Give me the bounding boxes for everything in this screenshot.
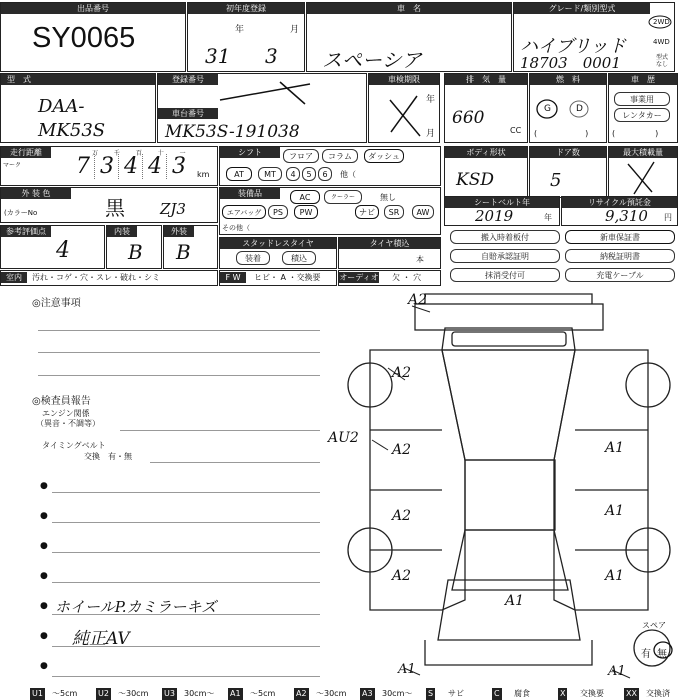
- drive-2wd-circle: [648, 14, 672, 30]
- legend-key: U1: [32, 689, 43, 698]
- doc-delivery: 搬入時着板付: [450, 230, 560, 244]
- shift-mt: MT: [258, 167, 282, 181]
- studless-yes: 装着: [236, 251, 270, 265]
- inspection-year-unit: 年: [426, 95, 436, 105]
- engine-sub: （異音・不調等）: [36, 419, 100, 428]
- recycle-value: 9,310: [605, 207, 648, 225]
- mark-front-bumper: A2: [408, 292, 428, 308]
- capacity-label: 最大積載量: [609, 147, 677, 158]
- bullet-line-1: [52, 492, 320, 493]
- legend-key: A1: [230, 689, 241, 698]
- legend-value: 交換要: [580, 689, 604, 698]
- doc-deregister: 抹消受付可: [450, 268, 560, 282]
- recycle-label: リサイクル預託金: [562, 197, 677, 208]
- interior-label: 内装: [107, 226, 137, 237]
- tire-unit: 本: [416, 255, 424, 264]
- bullet-3: ●: [40, 541, 48, 551]
- mark-rear-bumper-right: A1: [608, 664, 626, 679]
- score-value: 4: [56, 238, 70, 263]
- audio-items: 欠 ・ 穴: [392, 273, 422, 282]
- roof-bar: [425, 294, 592, 304]
- reg-year-value: 31: [205, 44, 231, 68]
- mileage-mark: マーク: [3, 162, 22, 169]
- interior-value: B: [128, 240, 143, 264]
- bullet-1: ●: [40, 481, 48, 491]
- shift-column: コラム: [322, 149, 358, 163]
- legend-key: C: [494, 689, 500, 698]
- bullet-line-6: [52, 646, 320, 647]
- history-label: 車 歴: [609, 74, 677, 85]
- mark-rear-bumper-left: A1: [398, 662, 416, 677]
- mark-right-rear: A1: [605, 568, 625, 584]
- legend-key: U2: [98, 689, 109, 698]
- regnum-strike: [210, 78, 320, 108]
- exterior-value: B: [176, 240, 191, 264]
- bullet-5: ●: [40, 601, 48, 611]
- equip-navi: ナビ: [355, 205, 379, 219]
- timing-label: タイミングベルト: [42, 441, 106, 450]
- windshield: [442, 350, 575, 460]
- chassis-label: 車台番号: [158, 108, 218, 119]
- history-business: 事業用: [614, 92, 670, 106]
- timing-line: [150, 462, 320, 463]
- car-diagram: [330, 290, 690, 685]
- fuel-d: D: [576, 104, 583, 114]
- spare-no-circle: [652, 640, 674, 660]
- bullet-line-2: [52, 522, 320, 523]
- reg-month-value: 3: [265, 44, 278, 68]
- legend-key: A3: [362, 689, 373, 698]
- recycle-unit: 円: [664, 213, 672, 222]
- drive-none: 型式 なし: [656, 54, 669, 68]
- legend-value: ～5cm: [250, 689, 276, 698]
- mark-right-door: A1: [605, 503, 625, 519]
- note-2: 純正AV: [72, 629, 130, 649]
- mark-left-door: A2: [392, 442, 412, 458]
- spare-label: スペア: [642, 621, 666, 630]
- doors-label: ドア数: [530, 147, 606, 158]
- bullet-line-7: [52, 676, 320, 677]
- regnum-label: 登録番号: [158, 74, 218, 85]
- mark-left-rear: A2: [392, 568, 412, 584]
- timing-sub: 交換 有・無: [84, 452, 132, 461]
- chassis-value: MK53S-191038: [165, 122, 300, 142]
- bullet-4: ●: [40, 571, 48, 581]
- shift-6: 6: [318, 167, 332, 181]
- exterior-label: 外装: [164, 226, 194, 237]
- caution-title: ◎注意事項: [32, 298, 81, 309]
- color-value: 黒: [105, 196, 125, 220]
- drive-4wd: 4WD: [653, 38, 670, 46]
- rear-glass: [452, 530, 568, 590]
- doc-cable: 充電ケーブル: [565, 268, 675, 282]
- equip-ac: AC: [290, 190, 320, 204]
- doc-warranty: 新車保証書: [565, 230, 675, 244]
- fuel-g-circle: [535, 98, 559, 120]
- seatbelt-value: 2019: [475, 207, 514, 225]
- shift-5: 5: [302, 167, 316, 181]
- studless-load: 積込: [282, 251, 316, 265]
- legend-value: ～30cm: [316, 689, 347, 698]
- bullet-2: ●: [40, 511, 48, 521]
- equip-pw: PW: [294, 205, 318, 219]
- history-paren: ( ): [612, 129, 659, 138]
- legend-value: ～30cm: [118, 689, 149, 698]
- bullet-line-4: [52, 582, 320, 583]
- engine-line: [120, 430, 320, 431]
- equip-airbag: エアバッグ: [222, 205, 266, 219]
- color-code-label: (カラーNo: [4, 209, 38, 217]
- mileage-digit: 3: [172, 154, 186, 179]
- equip-none: 無し: [380, 193, 396, 202]
- mark-left-front: A2: [392, 365, 412, 381]
- spare-yes: 有: [641, 649, 651, 660]
- fuel-d-ring: [568, 99, 590, 119]
- legend-value: サビ: [448, 689, 464, 698]
- type-value: 18703 0001: [520, 54, 621, 72]
- roof-panel: [465, 460, 555, 530]
- legend-value: ～5cm: [52, 689, 78, 698]
- color-label: 外 装 色: [1, 188, 71, 199]
- capacity-strike: [620, 160, 660, 196]
- first-registration-label: 初年度登録: [188, 3, 304, 14]
- equip-sr: SR: [384, 205, 404, 219]
- mileage-digit: 4: [144, 154, 167, 179]
- spare-no: 無: [657, 649, 667, 660]
- mileage-unit: km: [197, 170, 210, 179]
- inspector-title: ◎検査員報告: [32, 396, 91, 407]
- studless-label: スタッドレスタイヤ: [220, 238, 336, 249]
- mark-tailgate: A1: [505, 593, 525, 609]
- shift-at: AT: [226, 167, 252, 181]
- equip-label: 装備品: [220, 188, 280, 199]
- caution-line-2: [38, 352, 320, 353]
- equip-other: その他（: [222, 224, 250, 232]
- doc-tax: 納税証明書: [565, 249, 675, 263]
- reg-year-unit: 年: [235, 25, 245, 35]
- doc-insurance: 自賠承認証明: [450, 249, 560, 263]
- reg-month-unit: 月: [290, 25, 300, 35]
- roof-outline: [415, 304, 603, 330]
- lot-label: 出品番号: [1, 3, 185, 14]
- inspection-month-unit: 月: [426, 129, 436, 139]
- note-1: ホイールP.カミラーキズ: [55, 598, 217, 616]
- rear-bar: [425, 640, 592, 665]
- displacement-unit: CC: [510, 126, 522, 135]
- rear-bumper: [438, 580, 580, 640]
- mileage-digit: 7: [72, 154, 95, 179]
- caution-line-3: [38, 375, 320, 376]
- damage-legend: [30, 688, 700, 700]
- car-name-value: スペーシア: [322, 48, 422, 72]
- bullet-7: ●: [40, 661, 48, 671]
- seatbelt-label: シートベルト年: [445, 197, 559, 208]
- room-label: 室内: [1, 272, 27, 283]
- lot-number: SY0065: [32, 22, 136, 54]
- mileage-digit: 3: [96, 154, 119, 179]
- body-top: [442, 328, 575, 350]
- shift-floor: フロア: [283, 149, 319, 163]
- car-name-label: 車 名: [307, 3, 511, 14]
- mileage-scale: 万 千 百 十 一: [92, 150, 186, 157]
- drive-2wd: 2WD: [653, 18, 670, 26]
- inspection-strike: [385, 92, 425, 140]
- fuel-paren: ( ): [534, 129, 589, 138]
- caution-line-1: [38, 330, 320, 331]
- equip-cooler: クーラー: [324, 190, 362, 204]
- legend-key: U3: [164, 689, 175, 698]
- seatbelt-unit: 年: [544, 213, 552, 222]
- mark-left-pillar: AU2: [328, 430, 359, 446]
- mark-left-rear-door: A2: [392, 508, 412, 524]
- shift-other: 他（: [340, 170, 356, 179]
- bullet-line-3: [52, 552, 320, 553]
- legend-value: 30cm～: [382, 689, 413, 698]
- front-glass: [452, 332, 566, 346]
- fuel-label: 燃 料: [530, 74, 606, 85]
- bullet-6: ●: [40, 631, 48, 641]
- shift-label: シフト: [220, 147, 280, 158]
- legend-key: XX: [626, 689, 637, 698]
- body-label: ボディ形状: [445, 147, 527, 158]
- color-code: ZJ3: [160, 200, 186, 218]
- audio-label: オーディオ: [339, 273, 379, 282]
- shift-4: 4: [286, 167, 300, 181]
- mileage-label: 走行距離: [1, 147, 51, 158]
- model-value: DAA-MK53S: [38, 96, 106, 141]
- body-value: KSD: [456, 170, 494, 190]
- mark-right-front: A1: [605, 440, 625, 456]
- fw-label: F W: [220, 272, 246, 283]
- equip-ps: PS: [268, 205, 288, 219]
- history-rental: レンタカー: [614, 108, 670, 122]
- equip-aw: AW: [412, 205, 434, 219]
- legend-value: 交換済: [646, 689, 670, 698]
- room-items: 汚れ・コゲ・穴・スレ・破れ・シミ: [32, 273, 160, 282]
- fw-items: ヒビ・ A ・交換要: [254, 273, 321, 282]
- legend-key: S: [428, 689, 434, 698]
- shift-dash: ダッシュ: [364, 149, 404, 163]
- engine-label: エンジン関係: [42, 409, 90, 418]
- doors-value: 5: [550, 170, 562, 191]
- tire-label: タイヤ積込: [339, 238, 440, 249]
- bullet-line-5: [52, 614, 320, 615]
- displacement-label: 排 気 量: [445, 74, 527, 85]
- mileage-digit: 4: [120, 154, 143, 179]
- grade-label: グレード/類別型式: [514, 3, 650, 14]
- legend-key: A2: [296, 689, 307, 698]
- fuel-g: G: [544, 104, 551, 114]
- grade-value: ハイブリッド: [520, 36, 627, 57]
- mileage-digits: [72, 154, 192, 184]
- model-label: 型 式: [1, 74, 155, 85]
- score-label: 参考評価点: [1, 226, 51, 237]
- displacement-value: 660: [452, 108, 485, 128]
- legend-key: X: [560, 689, 566, 698]
- inspection-label: 車検期限: [369, 74, 439, 85]
- legend-value: 30cm～: [184, 689, 215, 698]
- legend-value: 腐食: [514, 689, 530, 698]
